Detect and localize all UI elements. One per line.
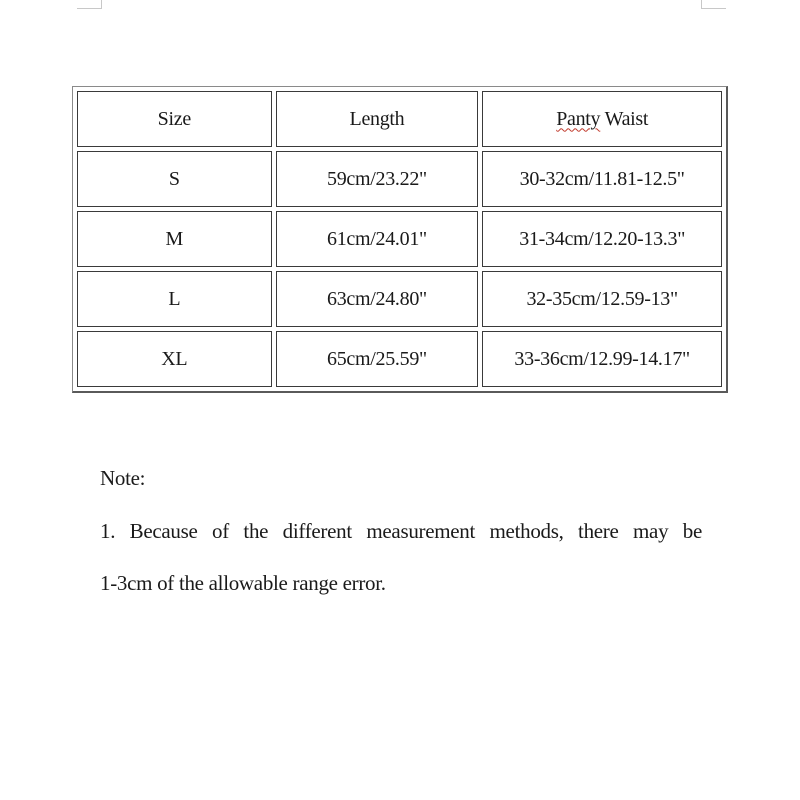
cell-size: S xyxy=(77,151,272,207)
table-row xyxy=(77,331,722,387)
header-panty-word: Panty xyxy=(556,107,601,130)
cell-length: 61cm/24.01" xyxy=(276,211,479,267)
cell-panty-waist: 32-35cm/12.59-13" xyxy=(482,271,722,327)
header-size: Size xyxy=(77,91,272,147)
header-length: Length xyxy=(276,91,479,147)
cell-size: XL xyxy=(77,331,272,387)
note-line-1: 1. Because of the different measurement methods, there may be xyxy=(100,519,702,543)
note-title: Note: xyxy=(100,466,146,490)
note-line-2: 1-3cm of the allowable range error. xyxy=(100,571,386,595)
table-row xyxy=(77,211,722,267)
size-chart-table xyxy=(72,86,728,393)
cell-length: 65cm/25.59" xyxy=(276,331,479,387)
cell-panty-waist: 30-32cm/11.81-12.5" xyxy=(482,151,722,207)
cell-size: M xyxy=(77,211,272,267)
cell-size: L xyxy=(77,271,272,327)
page-corner-mark-right xyxy=(701,0,726,9)
table-header-row xyxy=(77,91,722,147)
header-waist-word: Waist xyxy=(604,107,649,130)
table-row xyxy=(77,271,722,327)
cell-length: 63cm/24.80" xyxy=(276,271,479,327)
header-panty-waist xyxy=(482,91,722,147)
table-row xyxy=(77,151,722,207)
cell-length: 59cm/23.22" xyxy=(276,151,479,207)
cell-panty-waist: 31-34cm/12.20-13.3" xyxy=(482,211,722,267)
cell-panty-waist: 33-36cm/12.99-14.17" xyxy=(482,331,722,387)
page-corner-mark-left xyxy=(77,0,102,9)
